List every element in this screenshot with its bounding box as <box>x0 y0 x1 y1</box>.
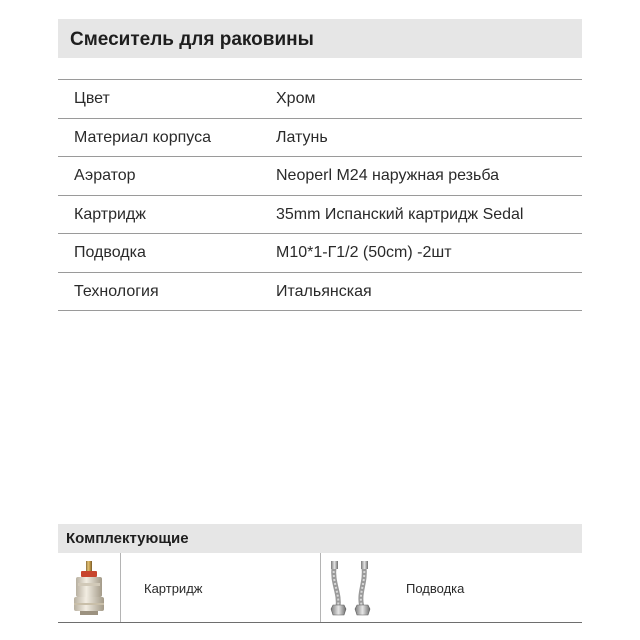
spec-row-color <box>58 79 582 119</box>
title-bar <box>58 19 582 58</box>
spec-label: Подводка <box>74 244 146 261</box>
component-label-hose: Подводка <box>406 581 465 596</box>
components-header <box>58 524 582 553</box>
spec-value: Итальянская <box>276 282 372 300</box>
column-divider <box>120 553 121 622</box>
spec-row-aerator <box>58 157 582 196</box>
spec-label: Материал корпуса <box>74 128 211 146</box>
spec-row-hose <box>58 234 582 273</box>
spec-row-technology <box>58 273 582 312</box>
spec-value: 35mm Испанский картридж Sedal <box>276 205 524 223</box>
spec-row-cartridge <box>58 196 582 235</box>
component-label-cartridge: Картридж <box>144 581 203 596</box>
spec-value: Хром <box>276 90 316 107</box>
spec-value: Латунь <box>276 128 328 146</box>
components-title: Комплектующие <box>66 530 189 547</box>
page-title: Смеситель для раковины <box>70 29 314 50</box>
spec-label: Аэратор <box>74 167 136 184</box>
spec-row-body-material <box>58 119 582 158</box>
spec-value: M10*1-Г1/2 (50cm) -2шт <box>276 244 452 261</box>
spec-value: Neoperl M24 наружная резьба <box>276 167 500 184</box>
spec-label: Цвет <box>74 90 110 107</box>
spec-table <box>58 79 582 311</box>
cartridge-image <box>66 559 112 617</box>
braided-hose-image <box>324 559 380 617</box>
spec-label: Технология <box>74 282 159 300</box>
spec-label: Картридж <box>74 205 146 223</box>
components-row <box>58 553 582 623</box>
column-divider <box>320 553 321 622</box>
